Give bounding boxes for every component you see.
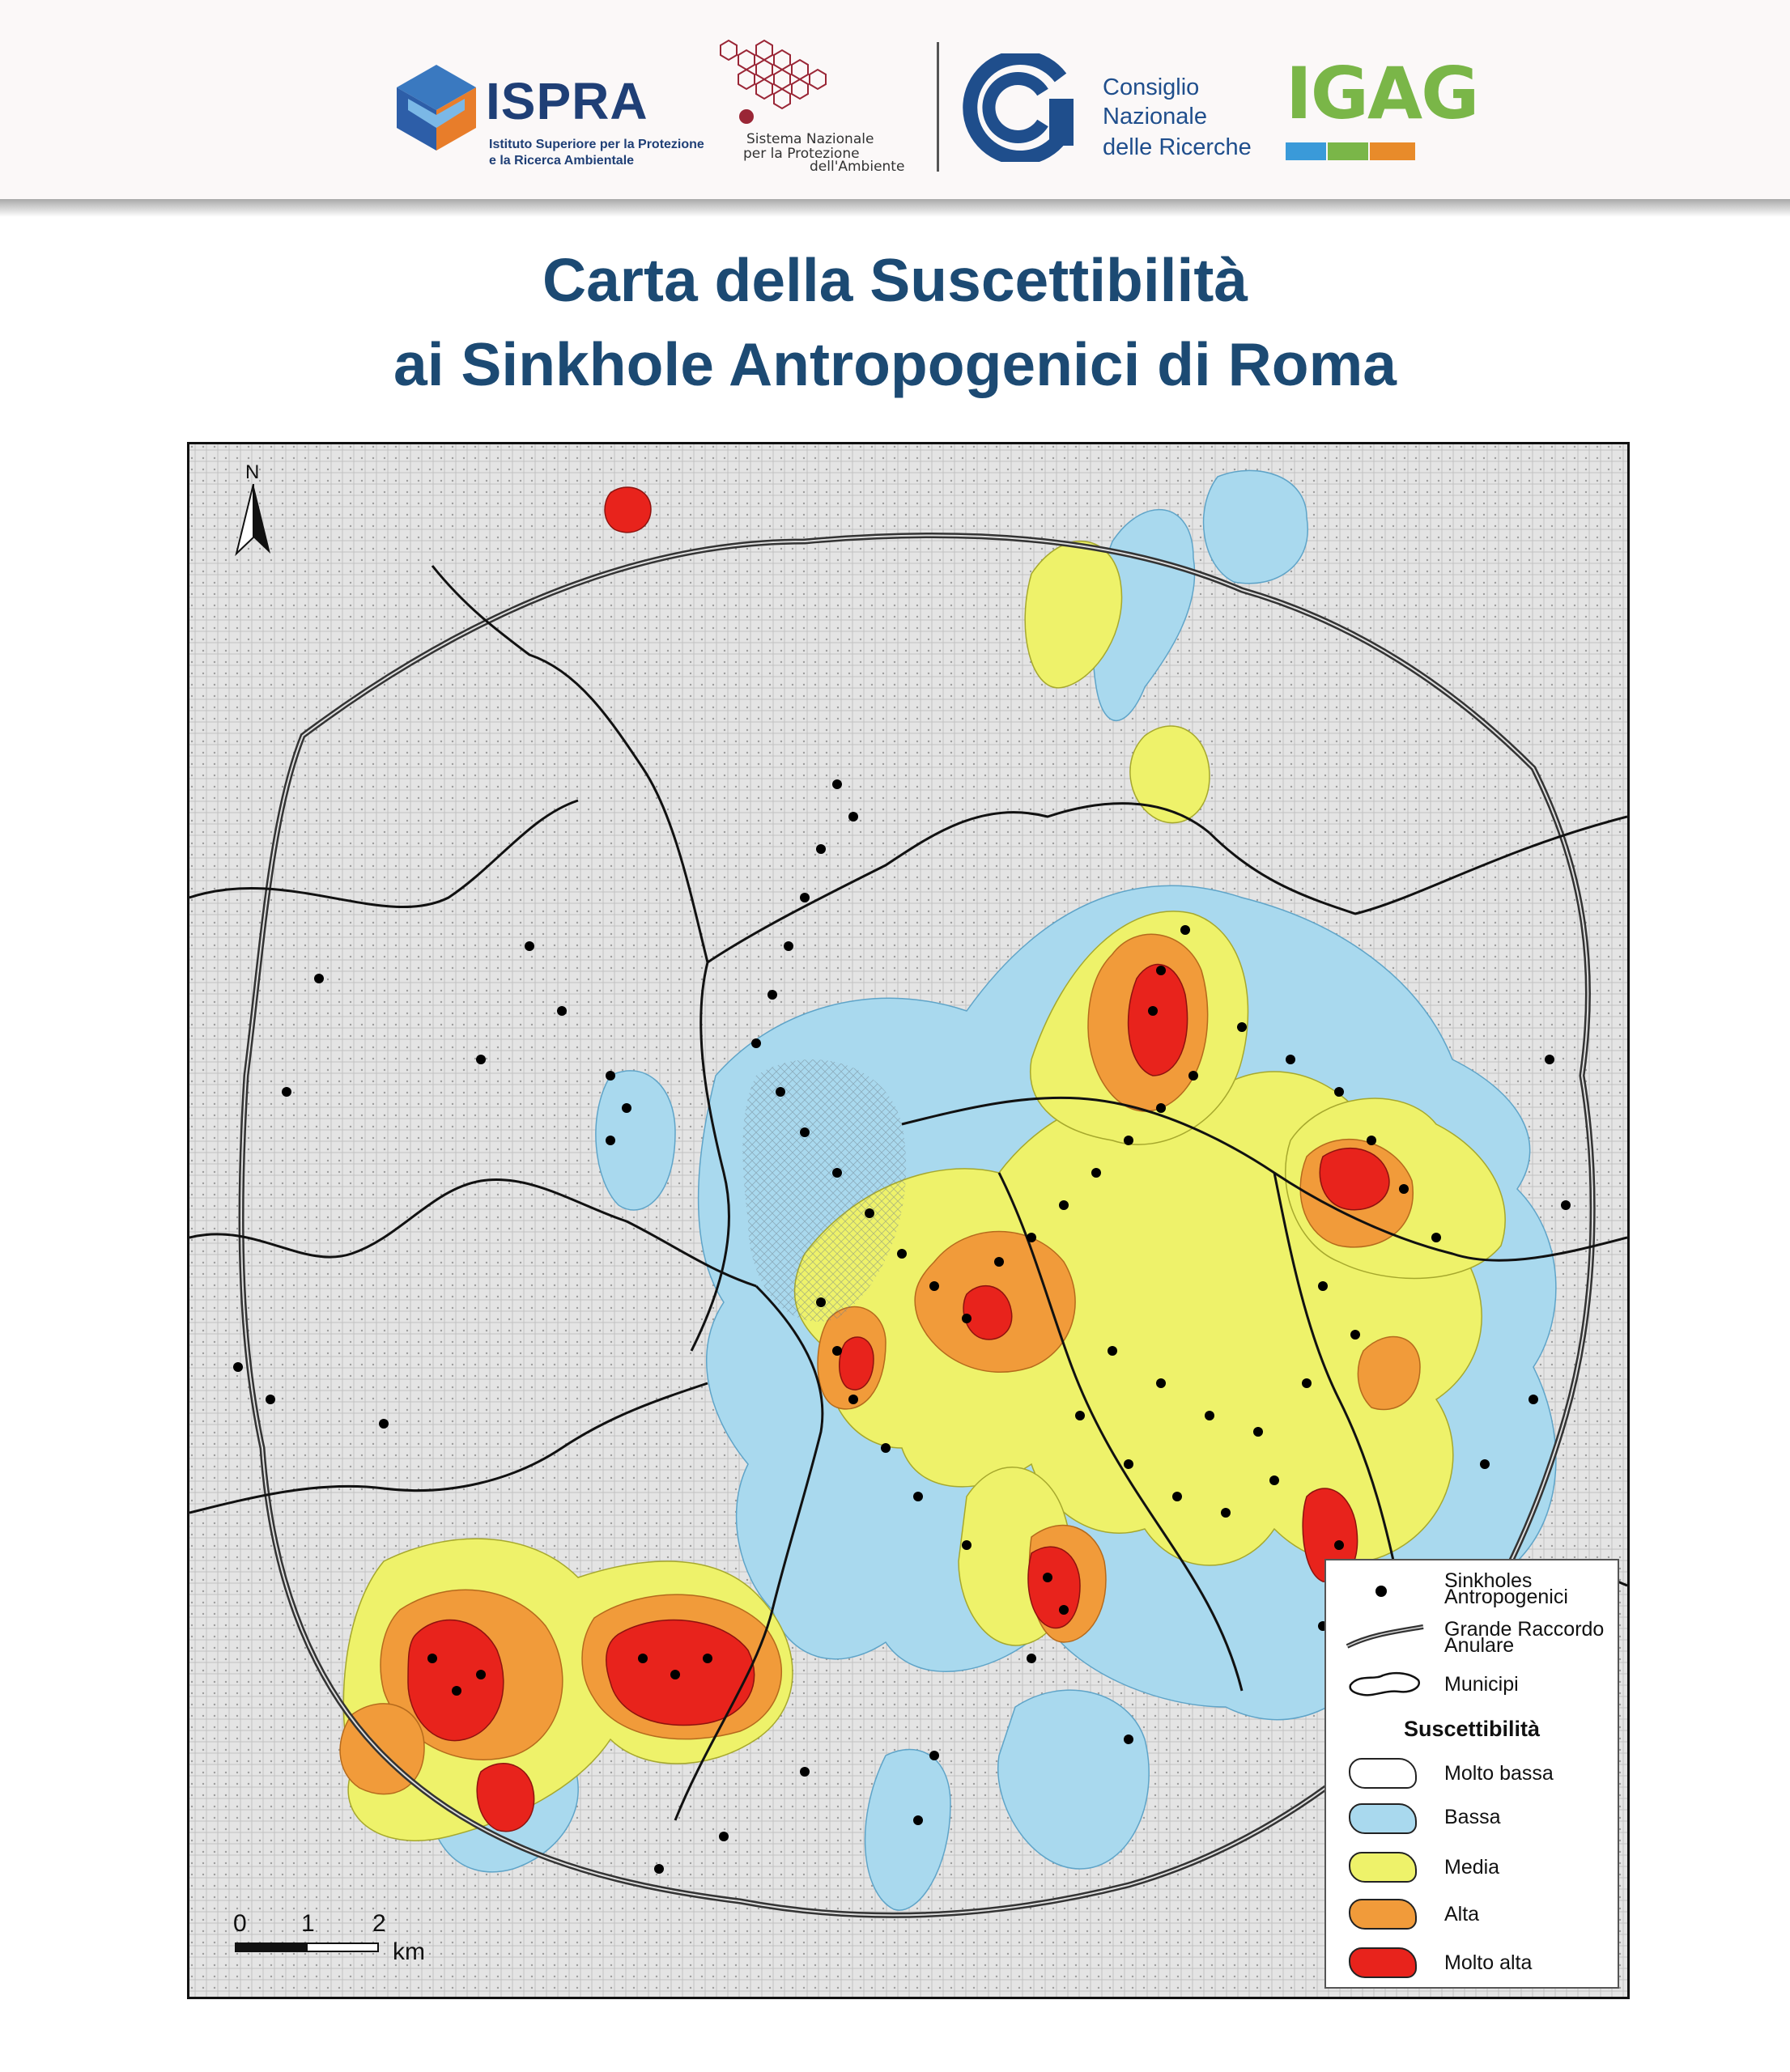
legend-swatch-media — [1349, 1852, 1417, 1883]
igag-name: IGAG — [1286, 52, 1478, 135]
legend-label-molto-alta: Molto alta — [1444, 1951, 1533, 1974]
gra-line-icon — [1346, 1620, 1425, 1653]
snpa-text-1: Sistema Nazionale — [746, 131, 874, 147]
cnr-text-2: Nazionale — [1103, 104, 1207, 130]
snpa-text-3: dell'Ambiente — [810, 159, 905, 175]
legend-swatch-molto-alta — [1349, 1947, 1417, 1978]
map-title-line2: ai Sinkhole Antropogenici di Roma — [393, 330, 1397, 398]
legend-title: Suscettibilità — [1403, 1717, 1541, 1741]
legend-sinkholes-1: Sinkholes — [1444, 1569, 1533, 1592]
scale-tick-1: 1 — [301, 1910, 315, 1937]
map-legend — [1324, 1559, 1619, 1989]
scale-unit: km — [393, 1938, 425, 1965]
cnr-text-3: delle Ricerche — [1103, 134, 1252, 160]
igag-logo-icon — [1286, 52, 1478, 165]
ispra-subtitle-2: e la Ricerca Ambientale — [489, 154, 635, 168]
cnr-text-1: Consiglio — [1103, 74, 1200, 100]
legend-gra-1: Grande Raccordo — [1444, 1618, 1605, 1641]
municipi-outline-icon — [1347, 1669, 1423, 1698]
north-arrow-icon — [233, 484, 274, 557]
snpa-hexagon-logo-icon — [709, 39, 839, 128]
legend-label-molto-bassa: Molto bassa — [1444, 1762, 1554, 1785]
map-title-line1: Carta della Suscettibilità — [542, 246, 1248, 314]
legend-gra-2: Anulare — [1444, 1634, 1515, 1657]
ispra-name: ISPRA — [486, 72, 648, 130]
scale-bar-icon — [235, 1941, 389, 1954]
legend-swatch-alta — [1349, 1899, 1417, 1930]
legend-swatch-bassa — [1349, 1803, 1417, 1834]
header-shadow — [0, 199, 1790, 217]
snpa-text-2: per la Protezione — [743, 146, 860, 162]
legend-label-alta: Alta — [1444, 1903, 1480, 1926]
header-divider — [937, 42, 939, 172]
legend-sinkholes-2: Antropogenici — [1444, 1586, 1568, 1608]
legend-swatch-molto-bassa — [1349, 1758, 1417, 1789]
ispra-subtitle-1: Istituto Superiore per la Protezione — [489, 138, 704, 151]
legend-label-media: Media — [1444, 1856, 1500, 1879]
legend-label-bassa: Bassa — [1444, 1806, 1501, 1828]
sinkhole-dot-icon — [1371, 1582, 1391, 1601]
scale-tick-0: 0 — [233, 1910, 247, 1937]
cnr-logo-icon — [960, 53, 1082, 162]
ispra-logo-icon — [392, 63, 481, 152]
north-label: N — [245, 461, 260, 483]
legend-municipi: Municipi — [1444, 1673, 1519, 1696]
scale-tick-2: 2 — [372, 1910, 386, 1937]
